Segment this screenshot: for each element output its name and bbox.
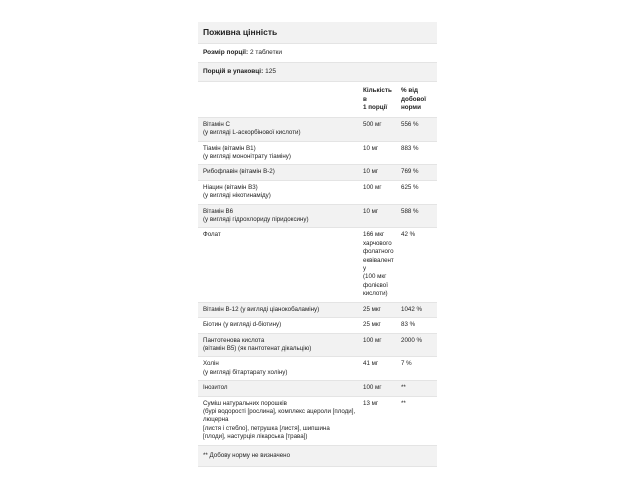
amount-cell: 100 мг xyxy=(360,333,398,357)
amount-cell: 25 мкг xyxy=(360,318,398,333)
servings-per-container-label: Порцій в упаковці: xyxy=(203,68,264,75)
nutrient-name-cell: Фолат xyxy=(198,228,360,302)
daily-value-cell: 883 % xyxy=(398,141,437,165)
nutrient-name-cell: Вітамін B6 (у вигляді гідрохлориду піридоксину) xyxy=(198,204,360,228)
nutrient-name-cell: Ніацин (вітамін B3) (у вигляді нікотинаміду) xyxy=(198,180,360,204)
nutrient-name-cell: Тіамін (вітамін B1) (у вигляді мононітрату тіаміну) xyxy=(198,141,360,165)
daily-value-cell: 556 % xyxy=(398,117,437,141)
daily-value-cell: 625 % xyxy=(398,180,437,204)
amount-cell: 100 мг xyxy=(360,180,398,204)
amount-cell: 166 мкг харчового фолатного еквіваленту (100 мкг фолієвої кислоти) xyxy=(360,228,398,302)
servings-per-container-row xyxy=(198,63,437,82)
nutrient-name-cell: Холін (у вигляді бітартарату холіну) xyxy=(198,357,360,381)
table-row xyxy=(198,318,437,333)
table-header-row xyxy=(198,82,437,117)
amount-cell: 13 мг xyxy=(360,396,398,445)
table-row xyxy=(198,381,437,396)
table-row xyxy=(198,357,437,381)
daily-value-cell: 769 % xyxy=(398,165,437,180)
table-row xyxy=(198,302,437,317)
daily-value-cell: 42 % xyxy=(398,228,437,302)
nutrient-name-cell: Суміш натуральних порошків (бурі водорості [рослина], комплекс ацероли [плоди], люцерна [листя і стебло], петрушка [листя], шипшина [плоди], настурція лікарська [трава]) xyxy=(198,396,360,445)
serving-size-value: 2 таблетки xyxy=(250,49,283,56)
amount-cell: 10 мг xyxy=(360,204,398,228)
nutrient-table xyxy=(198,82,437,446)
nutrient-name-cell: Вітамін B-12 (у вигляді ціанокобаламіну) xyxy=(198,302,360,317)
nutrient-name-cell: Вітамін C (у вигляді L-аскорбінової кислоти) xyxy=(198,117,360,141)
amount-column-header: Кількість в 1 порції xyxy=(360,82,398,117)
daily-value-cell: 7 % xyxy=(398,357,437,381)
nutrient-name-cell: Пантотенова кислота (вітамін B5) (як пантотенат дікальцію) xyxy=(198,333,360,357)
serving-size-row xyxy=(198,44,437,63)
amount-cell: 10 мг xyxy=(360,165,398,180)
table-row xyxy=(198,165,437,180)
amount-cell: 100 мг xyxy=(360,381,398,396)
amount-cell: 25 мкг xyxy=(360,302,398,317)
daily-value-cell: 83 % xyxy=(398,318,437,333)
nutrition-title: Поживна цінність xyxy=(198,22,437,44)
nutrition-facts-panel xyxy=(198,22,437,467)
table-row xyxy=(198,180,437,204)
daily-value-cell: 588 % xyxy=(398,204,437,228)
servings-per-container-value: 125 xyxy=(265,68,276,75)
daily-value-cell: ** xyxy=(398,396,437,445)
nutrient-name-cell: Рибофлавін (вітамін B-2) xyxy=(198,165,360,180)
table-row xyxy=(198,396,437,445)
daily-value-cell: 1042 % xyxy=(398,302,437,317)
nutrient-column-header xyxy=(198,82,360,117)
serving-size-label: Розмір порції: xyxy=(203,49,249,56)
nutrient-name-cell: Інозитол xyxy=(198,381,360,396)
amount-cell: 500 мг xyxy=(360,117,398,141)
amount-cell: 41 мг xyxy=(360,357,398,381)
amount-cell: 10 мг xyxy=(360,141,398,165)
daily-value-cell: 2000 % xyxy=(398,333,437,357)
table-row xyxy=(198,333,437,357)
nutrient-name-cell: Біотин (у вигляді d-біотину) xyxy=(198,318,360,333)
table-row xyxy=(198,228,437,302)
footnote: ** Добову норму не визначено xyxy=(198,446,437,467)
table-row xyxy=(198,204,437,228)
daily-value-cell: ** xyxy=(398,381,437,396)
table-row xyxy=(198,117,437,141)
table-row xyxy=(198,141,437,165)
daily-value-column-header: % від добової норми xyxy=(398,82,437,117)
